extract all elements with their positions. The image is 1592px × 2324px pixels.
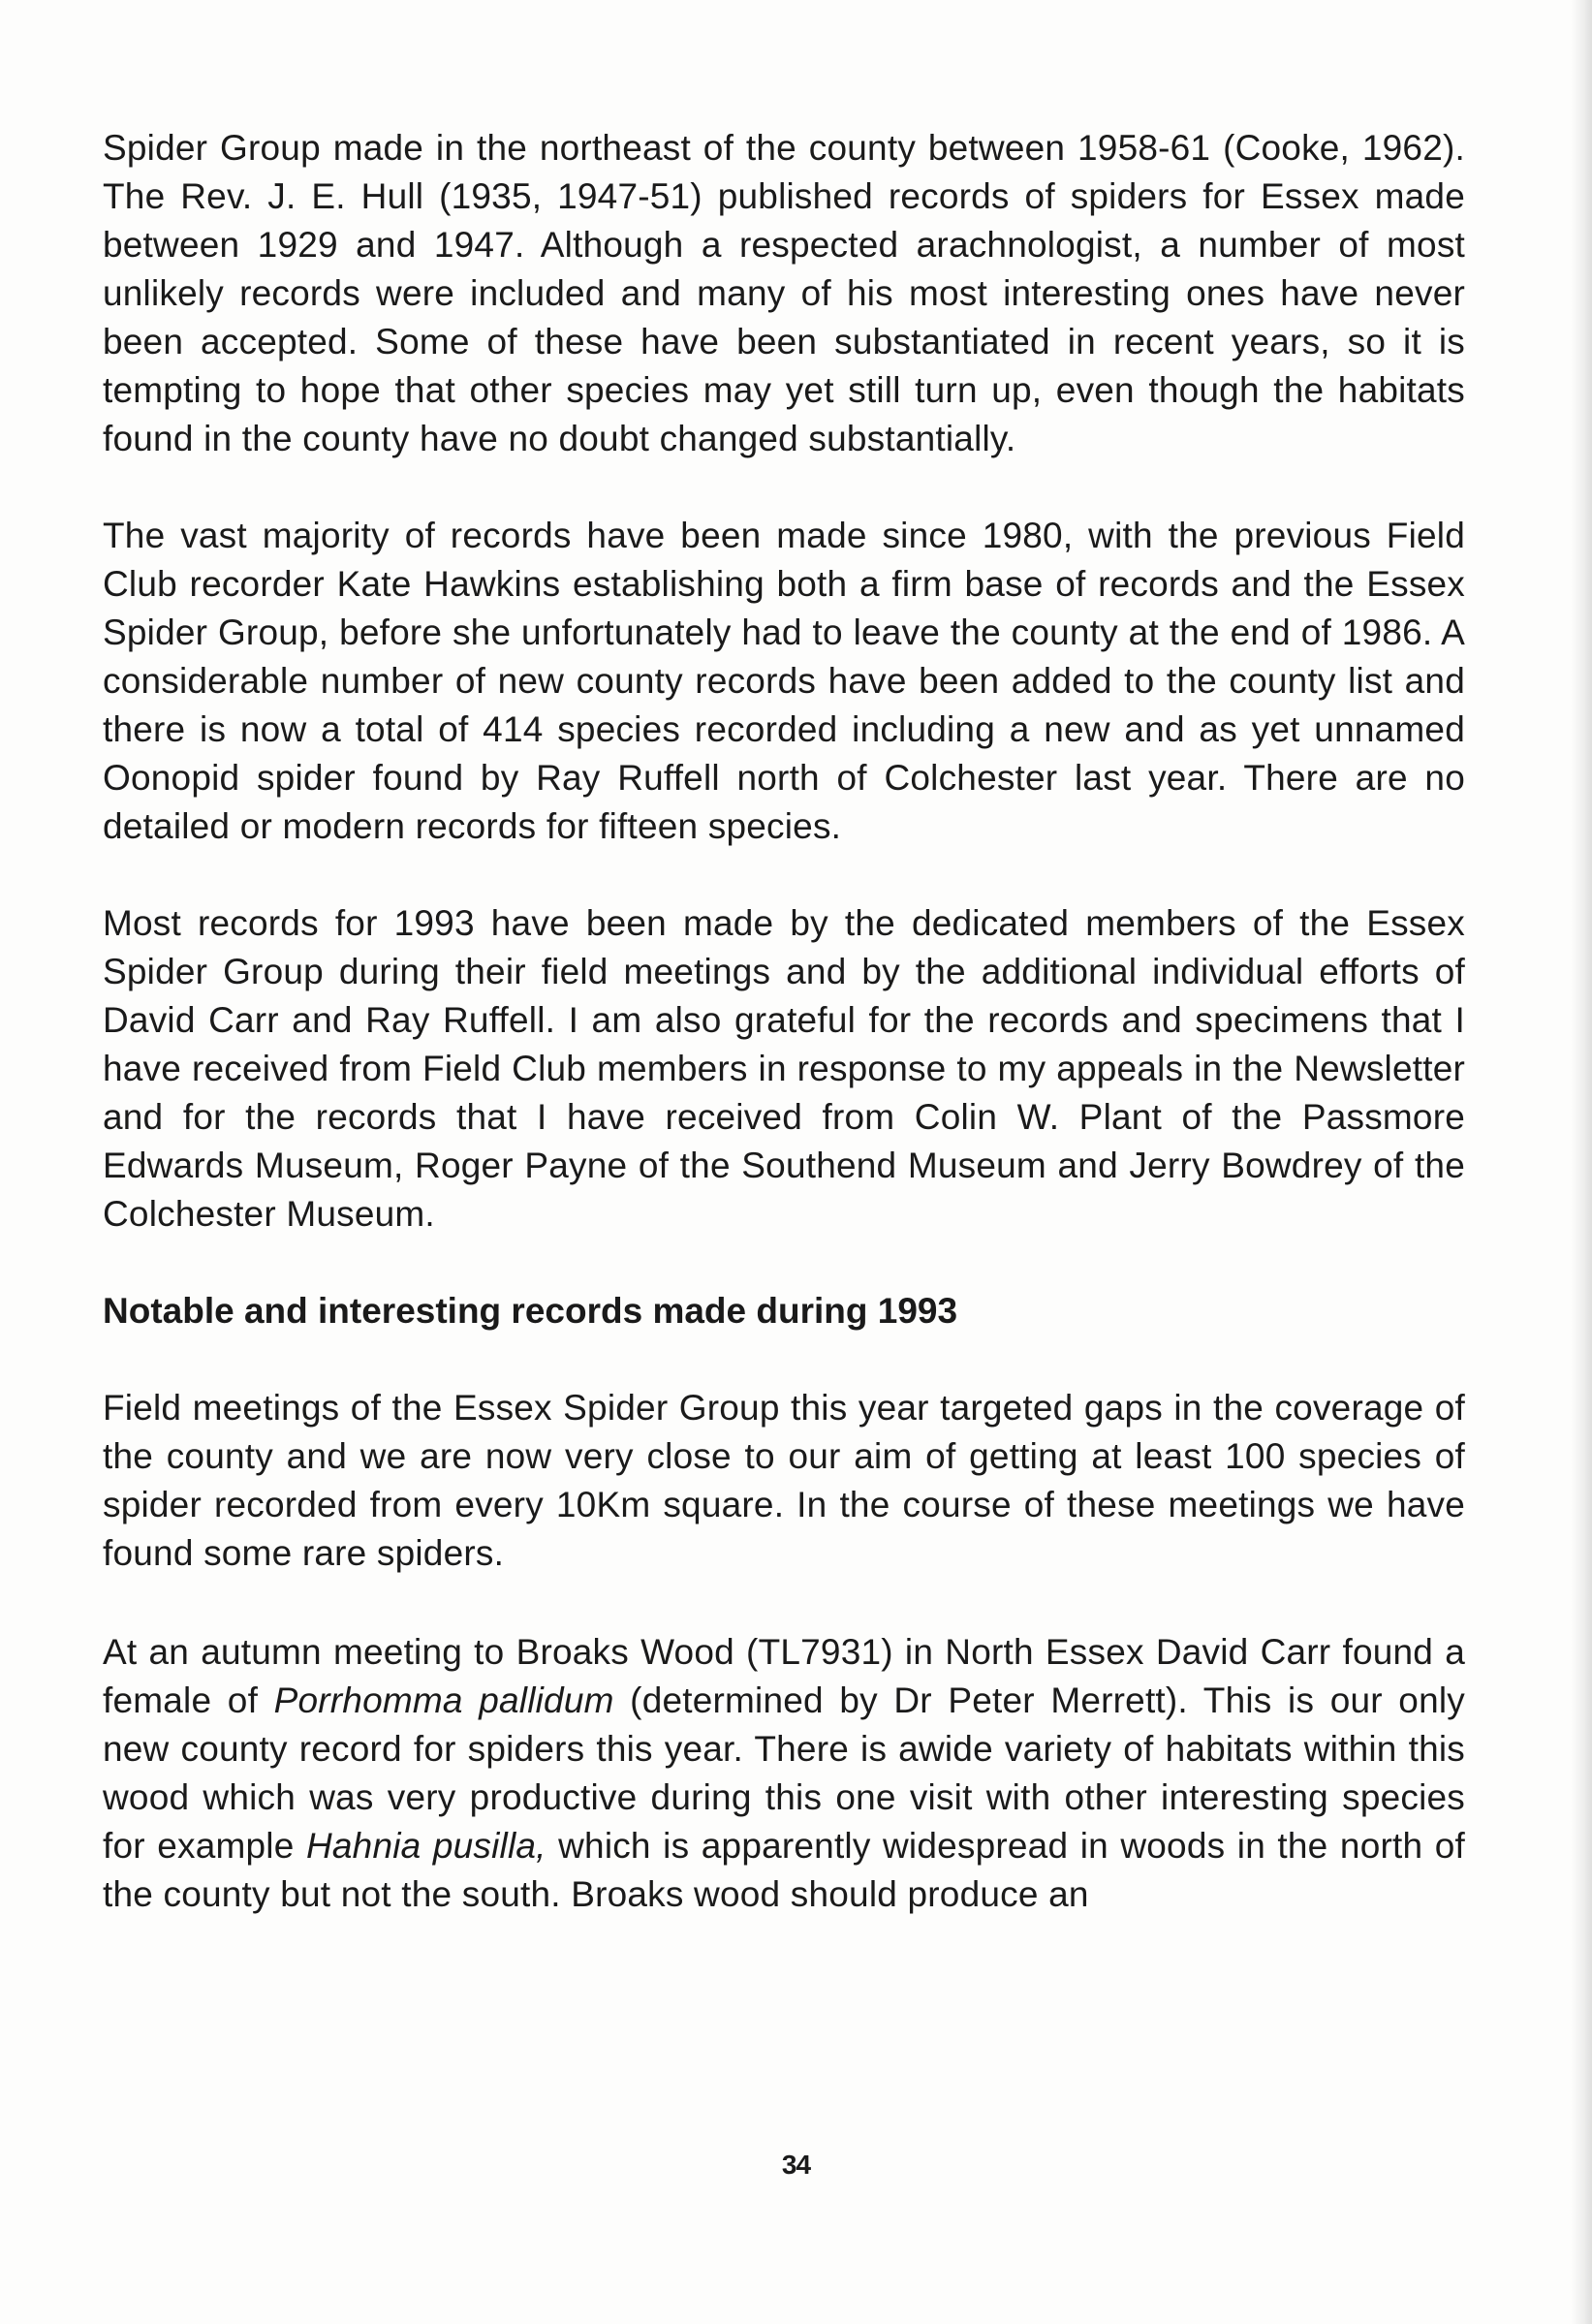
broaks-wood-text-a: At an autumn meeting to Broaks Wood (TL7931) in North Essex David Carr found a female of [103,1632,1465,1720]
paragraph-recent-records: The vast majority of records have been made since 1980, with the previous Field Club recorder Kate Hawkins establishing both a firm base of records and the Essex Spider Group, before she unfortunately had to leave the county at the end of 1986. A considerable number of new county records have been added to the county list and there is now a total of 414 species recorded including a new and as yet unnamed Oonopid spider found by Ray Ruffell north of Colchester last year. There are no detailed or modern records for fifteen species. [103,516,1465,846]
page-edge-shadow [1571,0,1592,2324]
paragraph-field-meetings: Field meetings of the Essex Spider Group this year targeted gaps in the coverage of the county and we are now very close to our aim of getting at least 100 species of spider recorded from every 10Km square. In the course of these meetings we have found some rare spiders. [103,1388,1465,1573]
page-number: 34 [781,2150,811,2180]
broaks-wood-text-b: (determined by Dr Peter Merrett). This is our only new county record for spiders this year. There is awide variety of habitats within this wood which was very productive during this one visit with other interesting species for example [103,1680,1465,1866]
section-heading: Notable and interesting records made during 1993 [103,1291,958,1331]
text-column [103,124,1465,1967]
species-name-porrhomma: Porrhomma pallidum [273,1680,614,1720]
broaks-wood-text-c: which is apparently widespread in woods in the north of the county but not the south. Broaks wood should produce an [103,1826,1465,1914]
paragraph-acknowledgements: Most records for 1993 have been made by the dedicated members of the Essex Spider Group during their field meetings and by the additional individual efforts of David Carr and Ray Ruffell. I am also grateful for the records and specimens that I have received from Field Club members in response to my appeals in the Newsletter and for the records that I have received from Colin W. Plant of the Passmore Edwards Museum, Roger Payne of the Southend Museum and Jerry Bowdrey of the Colchester Museum. [103,903,1465,1234]
paragraph-historical-records: Spider Group made in the northeast of the county between 1958-61 (Cooke, 1962). The Rev. J. E. Hull (1935, 1947-51) published records of spiders for Essex made between 1929 and 1947. Although a respected arachnologist, a number of most unlikely records were included and many of his most interesting ones have never been accepted. Some of these have been substantiated in recent years, so it is tempting to hope that other species may yet still turn up, even though the habitats found in the county have no doubt changed substantially. [103,128,1465,458]
species-name-hahnia: Hahnia pusilla, [305,1826,546,1866]
paragraph-broaks-wood [103,1628,1465,1919]
